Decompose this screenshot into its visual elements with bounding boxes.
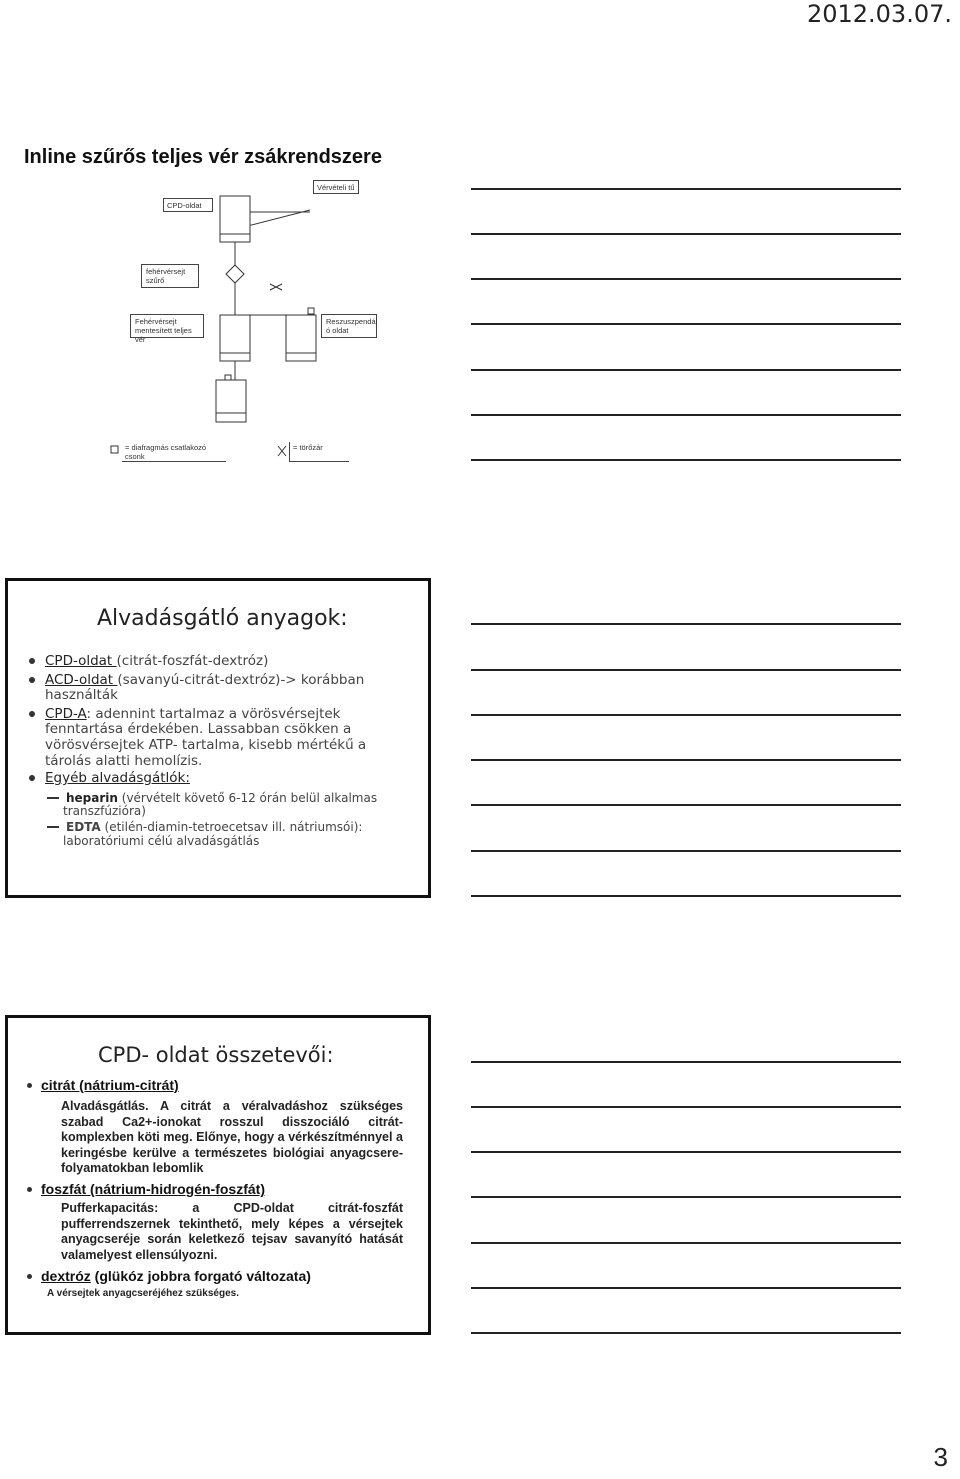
item-citrate-body: Alvadásgátlás. A citrát a véralvadáshoz szükséges szabad Ca2+-ionokat rosszul disszociáló citrát-komplexben köti meg. Előnye, hogy a vérkészítménnyel a keringésbe kerülve a természetes biológiai anyagcsere-folyamatokban lebomlik [61, 1099, 403, 1175]
b3-line-3: vörösvérsejtek ATP- tartalma, kisebb mértékű a [45, 737, 367, 753]
slide-1-title: Inline szűrős teljes vér zsákrendszere [24, 146, 382, 168]
header-date: 2012.03.07. [806, 0, 952, 28]
bullet-dot [27, 1083, 32, 1088]
note-line [471, 804, 901, 806]
bullet-dot [29, 711, 35, 717]
b3-rest-1: : adennint tartalmaz a vörösvérsejtek [86, 706, 341, 722]
legend-clamp [289, 442, 349, 462]
note-line [471, 714, 901, 716]
b3-line-2: fenntartása érdekében. Lassabban csökken a [45, 721, 352, 737]
term-edta: EDTA [66, 820, 101, 834]
note-line [471, 414, 901, 416]
cpd-label [163, 198, 213, 212]
sub2-rest-1: (etilén-diamin-tetroecetsav ill. nátriumsói): [100, 820, 363, 834]
leukodepleted-label [130, 314, 204, 344]
item-phosphate-body: Pufferkapacitás: a CPD-oldat citrát-foszfát pufferrendszernek tekinthető, mely képes a vérsejtek anyagcseréje során keletkező tejsav savanyító hatását valamelyest ellensúlyozni. [61, 1201, 403, 1262]
b1-rest: (citrát-foszfát-dextróz) [116, 653, 269, 669]
term-cpd: CPD-oldat [45, 653, 117, 669]
note-line [471, 1151, 901, 1153]
legend-diaphragm [122, 442, 226, 462]
term-acd: ACD-oldat [45, 672, 118, 688]
resuspension-label-text: Reszuszpendál ó oldat [326, 317, 378, 335]
legend-diaphragm-text: = diafragmás csatlakozó csonk [125, 443, 207, 461]
item-dextrose-body: A vérsejtek anyagcseréjéhez szükséges. [47, 1288, 239, 1299]
note-line [471, 759, 901, 761]
bullet-dot [29, 775, 35, 781]
note-line [471, 895, 901, 897]
wbc-filter-label [141, 264, 199, 288]
sub-bullet-dash [47, 797, 59, 799]
term-heparin: heparin [66, 791, 118, 805]
slide-2-bullet-4: Egyéb alvadásgátlók: [45, 770, 190, 786]
bullet-dot [29, 677, 35, 683]
leukodepleted-label-text: Fehérvérsejt mentesített teljes vér [135, 317, 192, 344]
slide-2-bullet-2 [45, 672, 364, 688]
note-line [471, 1196, 901, 1198]
sub-bullet-dash [47, 826, 59, 828]
sub2-line-2: laboratóriumi célú alvadásgátlás [63, 834, 260, 848]
b3-line-4: tárolás alatti hemolízis. [45, 753, 203, 769]
page-number: 3 [933, 1442, 948, 1472]
note-line [471, 850, 901, 852]
legend-clamp-text: = törőzár [293, 443, 323, 452]
item-phosphate-head: foszfát (nátrium-hidrogén-foszfát) [41, 1181, 265, 1197]
b2-rest-2: használták [45, 687, 118, 703]
slide-2-bullet-1 [45, 653, 268, 669]
note-line [471, 1287, 901, 1289]
note-line [471, 188, 901, 190]
note-line [471, 669, 901, 671]
cpd-label-text: CPD-oldat [167, 201, 202, 210]
sub1-rest-1: (vérvételt követő 6-12 órán belül alkalmas [117, 791, 378, 805]
b2-rest-1: (savanyú-citrát-dextróz)-> korábban [117, 672, 365, 688]
note-line [471, 1061, 901, 1063]
item-dextrose-head [41, 1268, 311, 1284]
slide-2-title: Alvadásgátló anyagok: [97, 606, 348, 631]
slide-2-bullet-3 [45, 706, 340, 722]
dextrose-rest: (glükóz jobbra forgató változata) [90, 1268, 311, 1284]
bullet-dot [29, 658, 35, 664]
note-line [471, 1106, 901, 1108]
note-line [471, 233, 901, 235]
bullet-dot [27, 1187, 32, 1192]
needle-label-text: Vérvételi tű [317, 183, 355, 192]
note-line [471, 278, 901, 280]
note-line [471, 369, 901, 371]
bullet-dot [27, 1274, 32, 1279]
wbc-filter-label-text: fehérvérsejt szűrő [146, 267, 186, 285]
resuspension-label [321, 314, 377, 338]
needle-label [313, 180, 359, 194]
item-citrate-head: citrát (nátrium-citrát) [41, 1077, 179, 1093]
note-line [471, 1242, 901, 1244]
dextrose-term: dextróz [41, 1268, 91, 1284]
note-line [471, 459, 901, 461]
term-cpd-a: CPD-A [45, 706, 87, 722]
slide-3-title: CPD- oldat összetevői: [98, 1043, 334, 1067]
note-line [471, 1332, 901, 1334]
note-line [471, 623, 901, 625]
sub1-line-2: transzfúzióra) [63, 804, 146, 818]
note-line [471, 323, 901, 325]
